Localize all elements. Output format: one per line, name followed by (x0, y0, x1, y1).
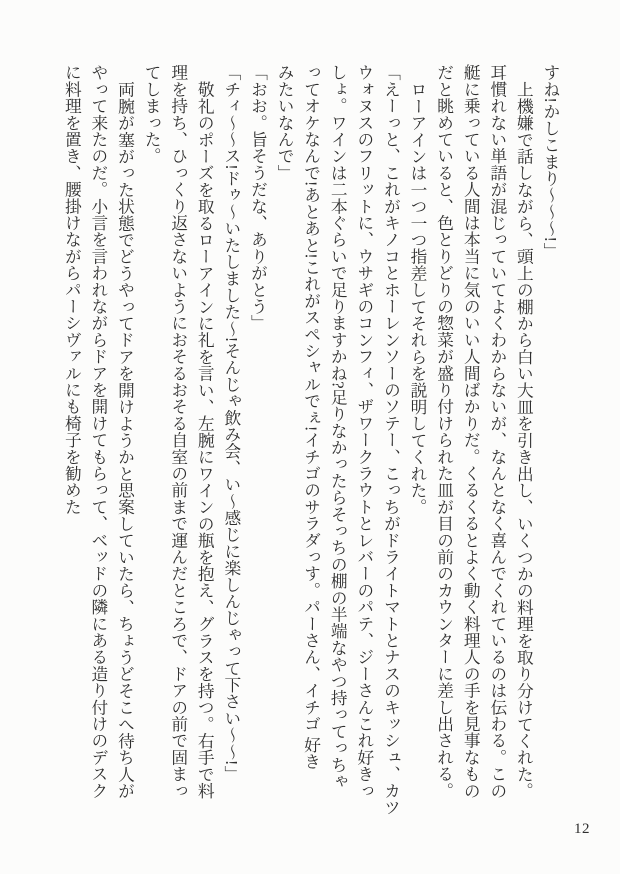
text-line: 敬礼のポーズを取るローアインに礼を言い、左腕にワインの瓶を抱え、グラスを持つ。右手で料 (195, 80, 215, 799)
text-line: 耳慣れない単語が混じっていてよくわからないが、なんとなく喜んでくれているのは伝わる。この (487, 64, 507, 799)
vertical-text-block (58, 64, 563, 822)
text-line: しょ。ワインは二本ぐらいで足りますかね?足りなかったらそっちの棚の半端なやつ持ってっちゃ (328, 64, 348, 790)
text-line: 「えーっと、これがキノコとホーレンソーのソテー、こっちがドライトマトとナスのキッシュ、カツ (381, 64, 401, 816)
text-line: みたいなんで」 (275, 64, 295, 181)
text-line: 上機嫌で話しながら、頭上の棚から白い大皿を引き出し、いくつかの料理を取り分けてくれた。 (514, 80, 534, 799)
text-line: ウォヌスのフリットに、ウサギのコンフィ、ザワークラウトとレバーのパテ、ジーさんこれ好きっ (354, 64, 374, 799)
text-line: てしまった。 (142, 64, 162, 165)
text-line: だと眺めていると、色とりどりの惣菜が盛り付けられた皿が目の前のカウンターに差し出される。 (434, 64, 454, 799)
text-line: に料理を置き、腰掛けながらパーシヴァルにも椅子を勧めた (62, 64, 82, 515)
page-number: 12 (574, 821, 590, 837)
text-line: ローアインは一つ一つ指差してそれらを説明してくれた。 (408, 80, 428, 515)
text-line: ってオケなんで!あとあと!これがスペシャルでぇ!イチゴのサラダっす。パーさん、イチゴ 好き (301, 64, 321, 770)
text-line: すね!かしこまり〜〜〜!」 (541, 64, 560, 259)
text-line: 「チィ〜〜ス!ドゥ〜いたしました〜!そんじゃ飲み会、い〜感じに楽しんじゃって下さい〜〜!」 (221, 64, 241, 783)
text-line: 理を持ち、ひっくり返さないようにおそるおそる自室の前まで運んだところで、ドアの前で固まっ (168, 64, 188, 799)
text-line: 「おお。旨そうだな、ありがとう」 (248, 64, 268, 332)
text-line: やって来たのだ。小言を言われながらドアを開けてもらって、ベッドの隣にある造り付けのデスク (88, 64, 108, 799)
text-line: 艇に乗っている人間は本当に気のいい人間ばかりだ。くるくるとよく動く料理人の手を見事なもの (461, 64, 481, 799)
text-line: 両腕が塞がった状態でどうやってドアを開けようかと思案していたら、ちょうどそこへ待ち人が (115, 80, 135, 799)
